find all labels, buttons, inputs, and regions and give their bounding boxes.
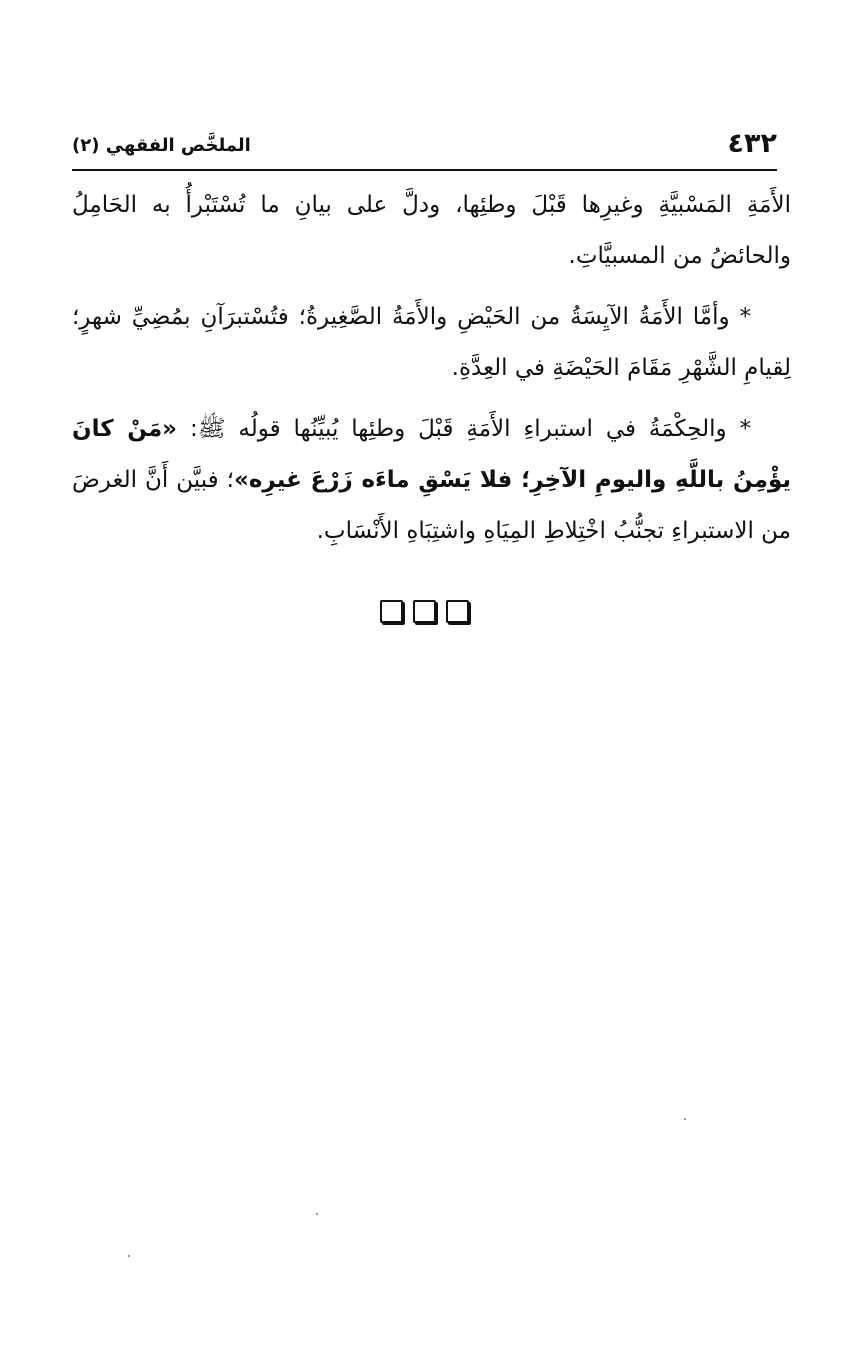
paragraph-3-lead: * والحِكْمَةُ في استبراءِ الأَمَةِ قَبْلَ وطئِها يُبيِّنُها قولُه ﷺ: <box>177 416 751 442</box>
paragraph-1: الأَمَةِ المَسْبيَّةِ وغيرِها قَبْلَ وطئِها، ودلَّ على بيانِ ما تُسْتَبْرأُ به الحَامِلُ والحائضُ من المسبيَّاتِ. <box>72 192 791 269</box>
body-text <box>72 180 791 567</box>
separator-box-icon <box>446 600 469 623</box>
running-header <box>72 126 777 166</box>
paragraph-2: * وأمَّا الأَمَةُ الآيِسَةُ من الحَيْضِ والأَمَةُ الصَّغِيرةُ؛ فتُسْتبرَآنِ بمُضِيِّ شهرٍ؛ لِقيامِ الشَّهْرِ مَقَامَ الحَيْضَةِ في العِدَّةِ. <box>72 304 791 381</box>
scan-speck <box>316 1213 318 1215</box>
section-separator <box>0 600 849 627</box>
header-rule <box>72 169 777 171</box>
paragraph-3 <box>72 404 791 557</box>
scan-speck <box>128 1255 130 1257</box>
page-number: ٤٣٢ <box>727 128 777 159</box>
separator-box-icon <box>413 600 436 623</box>
scan-speck <box>684 1118 686 1120</box>
hadith-quote: «مَنْ كانَ يؤْمِنُ باللَّهِ واليومِ الآخِرِ؛ فلا يَسْقِ ماءَه زَرْعَ غيرِه» <box>72 416 791 493</box>
paragraph-3-tail: ؛ فبيَّن أَنَّ الغرضَ من الاستبراءِ تجنُّبُ اخْتِلاطِ المِيَاهِ واشتِبَاهِ الأَنْسَابِ. <box>72 467 791 544</box>
separator-box-icon <box>380 600 403 623</box>
book-title: الملخَّص الفقهي (٢) <box>72 135 251 156</box>
